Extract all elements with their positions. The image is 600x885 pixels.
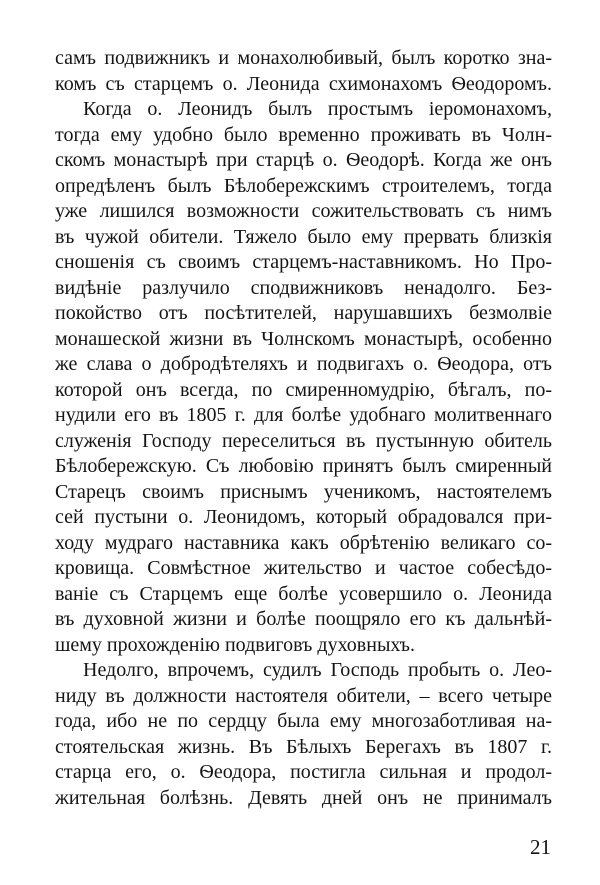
text-line: Когда о. Леонидъ былъ простымъ іеромонахомъ, xyxy=(83,98,552,120)
text-line: Старецъ своимъ приснымъ ученикомъ, настоятелемъ xyxy=(55,480,552,503)
text-line: комъ съ старцемъ о. Леонида схимонахомъ Ѳеодоромъ. xyxy=(55,72,552,95)
page-text-block xyxy=(55,46,552,811)
text-line: же слава о добродѣтеляхъ и подвигахъ о. Ѳеодора, отъ xyxy=(55,353,552,375)
text-line: въ чужой обители. Тяжело было ему прервать близкія xyxy=(55,225,552,248)
text-line: жительная болѣзнь. Девять дней онъ не принималъ xyxy=(55,786,552,809)
text-line: покойство отъ посѣтителей, нарушавшихъ безмолвіе xyxy=(55,302,552,324)
text-line: сей пустыни о. Леонидомъ, который обрадовался при- xyxy=(55,506,552,528)
text-line: самъ подвижникъ и монахолюбивый, былъ коротко зна- xyxy=(55,47,552,69)
page-number: 21 xyxy=(530,835,551,859)
text-line: которой онъ всегда, по смиренномудрію, бѣгалъ, по- xyxy=(55,378,552,401)
text-line: Недолго, впрочемъ, судилъ Господь пробыть о. Лео- xyxy=(83,659,552,681)
text-line: служенія Господу переселиться въ пустынную обитель xyxy=(55,429,552,452)
text-line: опредѣленъ былъ Бѣлобережскимъ строителемъ, тогда xyxy=(55,174,552,197)
text-line: нудили его въ 1805 г. для болѣе удобнаго молитвеннаго xyxy=(55,404,552,426)
text-line: уже лишился возможности сожительствовать съ нимъ xyxy=(55,200,552,222)
text-line: Бѣлобережскую. Съ любовію принятъ былъ смиренный xyxy=(55,455,552,477)
text-line: скомъ монастырѣ при старцѣ о. Ѳеодорѣ. Когда же онъ xyxy=(55,149,552,171)
text-line: ниду въ должности настоятеля обители, – всего четыре xyxy=(55,684,552,707)
text-line: кровища. Совмѣстное жительство и частое собесѣдо- xyxy=(55,557,552,579)
text-line: тогда ему удобно было временно проживать въ Чолн- xyxy=(55,123,552,146)
text-line: ходу мудраго наставника какъ обрѣтенію великаго со- xyxy=(55,531,552,554)
text-line: года, ибо не по сердцу была ему многозаботливая на- xyxy=(55,710,552,732)
text-line: видѣніе разлучило сподвижниковъ ненадолго. Без- xyxy=(55,276,552,299)
text-line: въ духовной жизни и болѣе поощряло его къ дальнѣй- xyxy=(55,608,552,630)
text-line: ваніе съ Старцемъ еще болѣе усовершило о. Леонида xyxy=(55,582,552,605)
text-line: старца его, о. Ѳеодора, постигла сильная и продол- xyxy=(55,761,552,783)
text-line: стоятельская жизнь. Въ Бѣлыхъ Берегахъ въ 1807 г. xyxy=(55,735,552,758)
text-line: сношенія съ своимъ старцемъ-наставникомъ. Но Про- xyxy=(55,251,552,273)
text-line: шему прохожденію подвиговъ духовныхъ. xyxy=(55,633,415,656)
text-line: монашеской жизни въ Чолнскомъ монастырѣ, особенно xyxy=(55,327,552,350)
